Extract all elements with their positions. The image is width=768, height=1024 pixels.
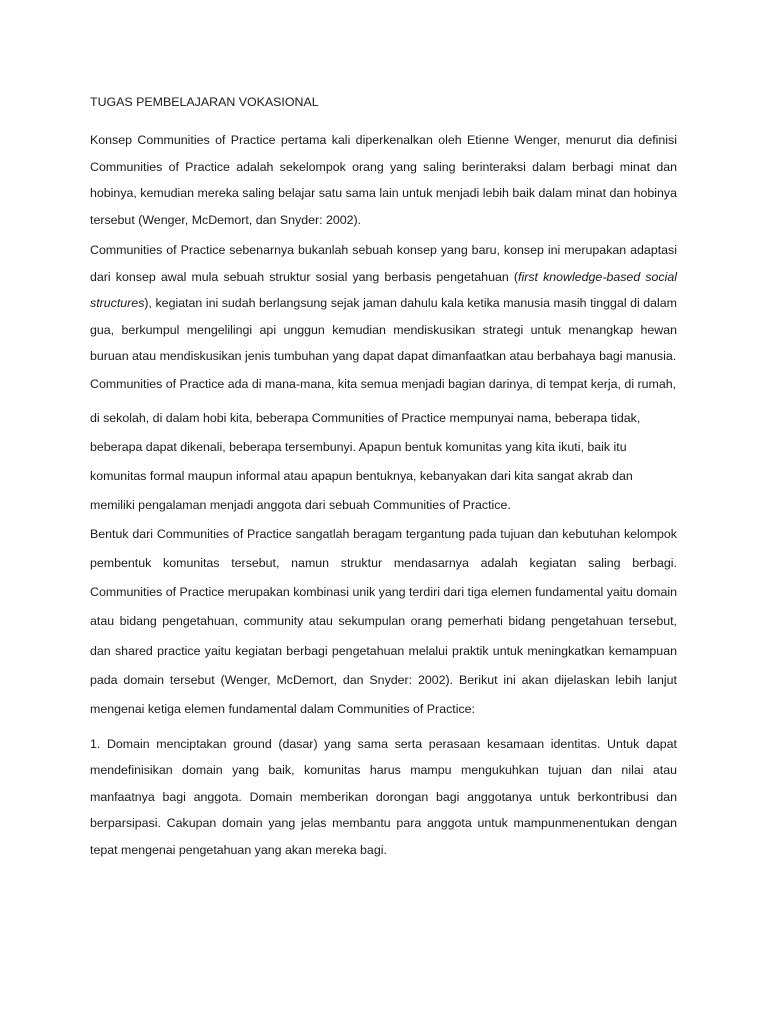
paragraph-3-line: komunitas formal maupun informal atau apapun bentuknya, kebanyakan dari kita sangat akrab dan <box>90 468 633 483</box>
paragraph-2-text-a: Communities of Practice sebenarnya bukanlah sebuah konsep yang baru, konsep ini merupakan adaptasi dari konsep awal mula sebuah struktur sosial yang berbasis pengetahuan ( <box>90 243 677 284</box>
paragraph-3-lines <box>90 404 677 520</box>
paragraph-3-line: memiliki pengalaman menjadi anggota dari sebuah Communities of Practice. <box>90 497 511 512</box>
paragraph-5: 1. Domain menciptakan ground (dasar) yang sama serta perasaan kesamaan identitas. Untuk dapat mendefinisikan domain yang baik, komunitas harus mampu mengukuhkan tujuan dan nilai atau manfaatnya bagi anggota. Domain memberikan dorongan bagi anggotanya untuk berkontribusi dan berparsipasi. Cakupan domain yang jelas membantu para anggota untuk mampunmenentukan dengan tepat mengenai pengetahuan yang akan mereka bagi. <box>90 736 677 857</box>
paragraph-1: Konsep Communities of Practice pertama kali diperkenalkan oleh Etienne Wenger, menurut dia definisi Communities of Practice adalah sekelompok orang yang saling berinteraksi dalam berbagi minat dan hobinya, kemudian mereka saling belajar satu sama lain untuk menjadi lebih baik dalam minat dan hobinya tersebut (Wenger, McDemort, dan Snyder: 2002). <box>90 133 677 227</box>
paragraph-2-italic: first knowledge-based social structures <box>90 269 678 310</box>
paragraph-3-line: beberapa dapat dikenali, beberapa tersembunyi. Apapun bentuk komunitas yang kita ikuti, baik itu <box>90 439 627 454</box>
paragraph-3-intro: Communities of Practice ada di mana-mana, kita semua menjadi bagian darinya, di tempat kerja, di rumah, <box>90 376 677 391</box>
paragraph-3-line: di sekolah, di dalam hobi kita, beberapa Communities of Practice mempunyai nama, beberapa tidak, <box>90 410 641 425</box>
document-body <box>90 94 677 863</box>
document-title: TUGAS PEMBELAJARAN VOKASIONAL <box>90 95 319 109</box>
paragraph-4: Bentuk dari Communities of Practice sangatlah beragam tergantung pada tujuan dan kebutuhan kelompok pembentuk komunitas tersebut, namun struktur mendasarnya adalah kegiatan saling berbagi. Communities of Practice merupakan kombinasi unik yang terdiri dari tiga elemen fundamental yaitu domain atau bidang pengetahuan, community atau sekumpulan orang pemerhati bidang pengetahuan tersebut, dan shared practice yaitu kegiatan berbagi pengetahuan melalui praktik untuk meningkatkan kemampuan pada domain tersebut (Wenger, McDemort, dan Snyder: 2002). Berikut ini akan dijelaskan lebih lanjut mengenai ketiga elemen fundamental dalam Communities of Practice: <box>90 526 677 717</box>
paragraph-2-text-b: ), kegiatan ini sudah berlangsung sejak jaman dahulu kala ketika manusia masih tinggal di dalam gua, berkumpul mengelilingi api unggun kemudian mendiskusikan strategi untuk menangkap hewan buruan atau mendiskusikan jenis tumbuhan yang dapat dapat dimanfaatkan atau berbahaya bagi manusia. <box>90 296 677 363</box>
paragraph-2 <box>90 237 677 370</box>
